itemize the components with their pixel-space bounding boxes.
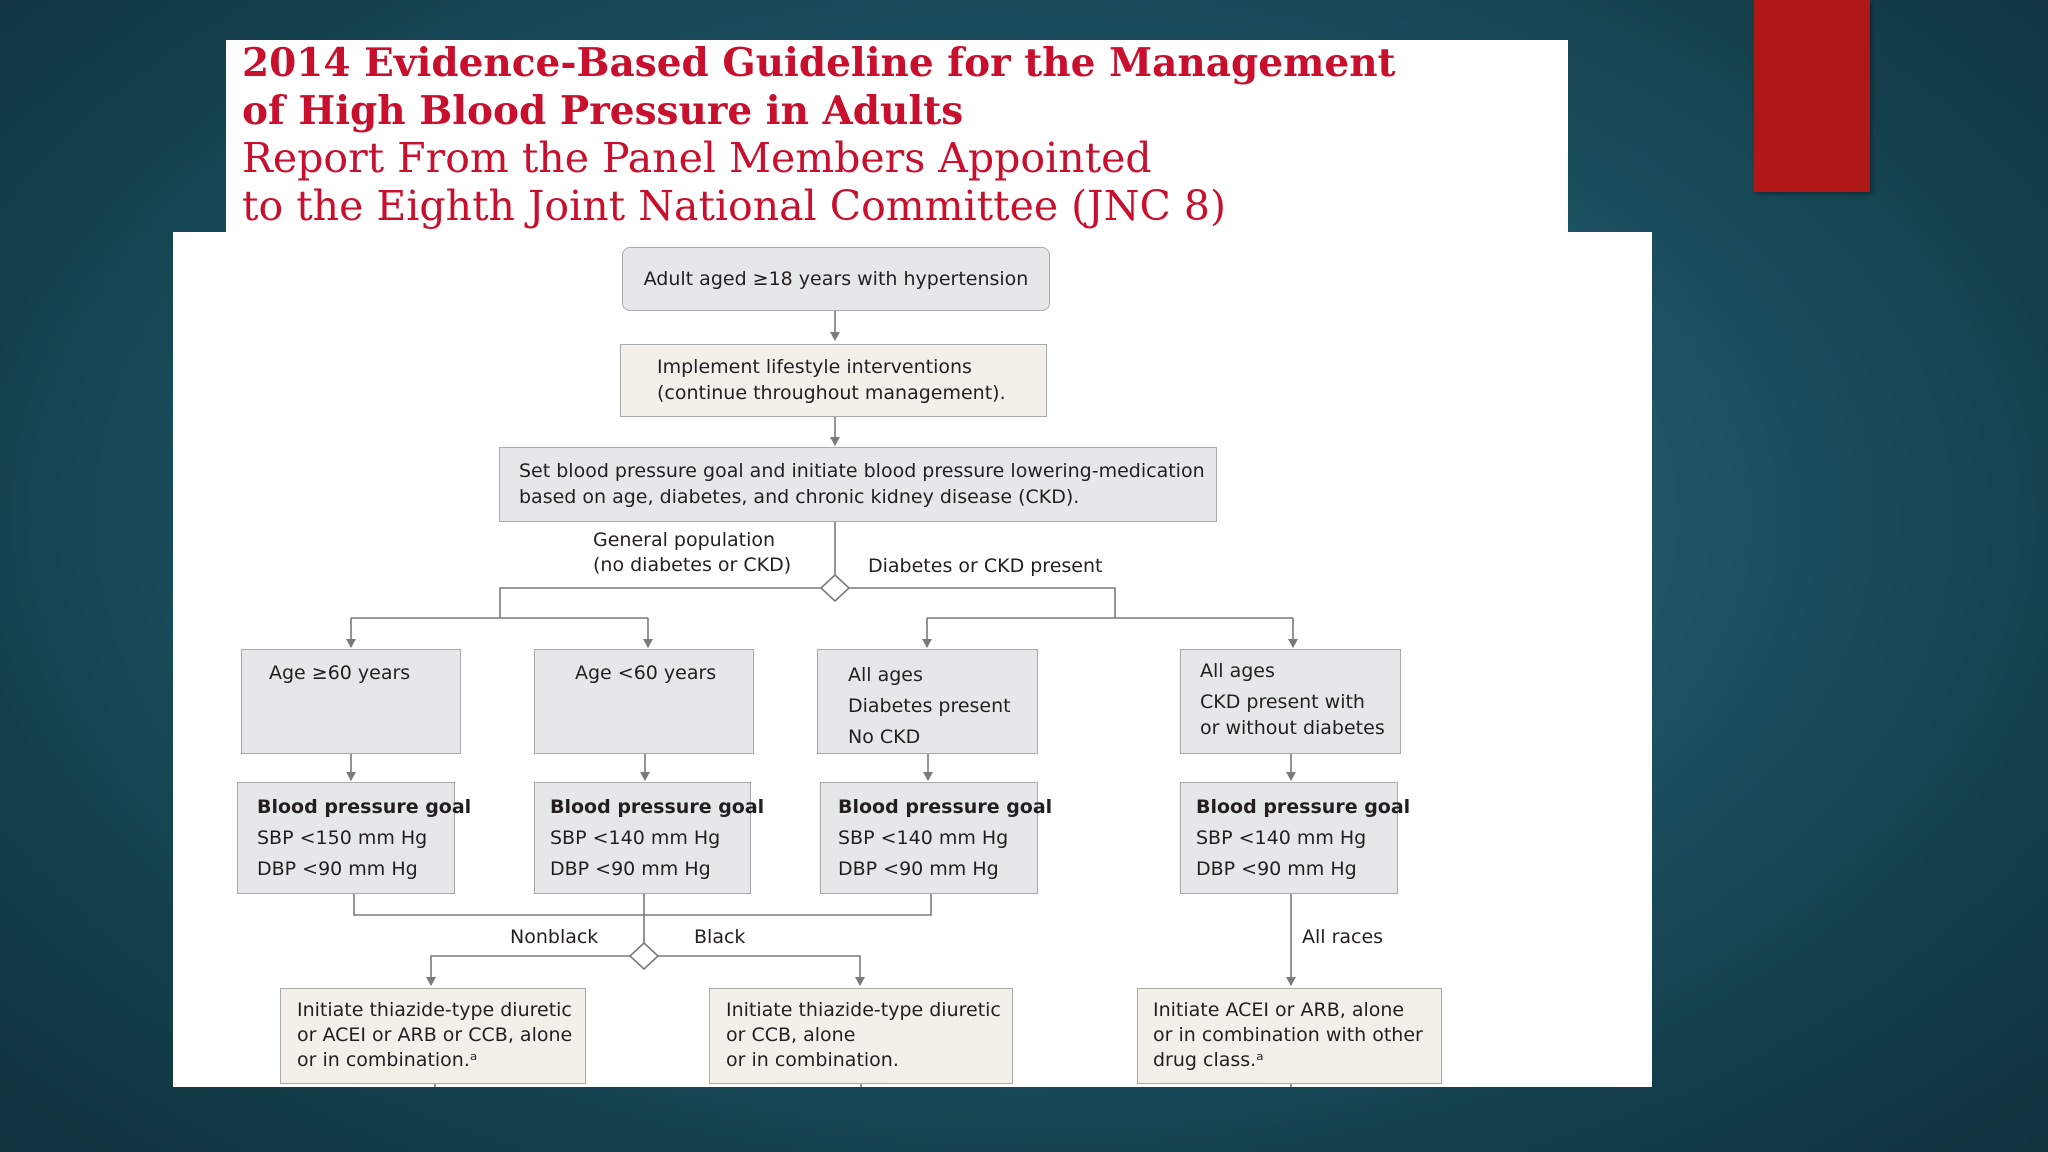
ckd-present-line-3: or without diabetes <box>1200 717 1385 739</box>
treat-nonblack-line-2: or ACEI or ARB or CCB, alone <box>297 1024 573 1046</box>
line-diabetes-branch <box>846 588 1115 618</box>
treat-ckd-line-2: or in combination with other <box>1153 1024 1423 1046</box>
line-goals-merge <box>354 894 931 915</box>
bp-goal-d-dbp: DBP <90 mm Hg <box>1196 858 1357 880</box>
bp-goal-box-d <box>1180 782 1411 894</box>
arrow-to-treat-nonblack <box>431 956 633 985</box>
age-under-60-box <box>534 649 754 754</box>
subtitle-line-2: to the Eighth Joint National Committee (JNC 8) <box>242 182 1226 230</box>
branch-diabetes-ckd-label: Diabetes or CKD present <box>868 555 1103 577</box>
treat-black-line-1: Initiate thiazide-type diuretic <box>726 999 1001 1021</box>
title-line-2: of High Blood Pressure in Adults <box>242 88 964 134</box>
age-under-60-text: Age <60 years <box>575 662 717 684</box>
treat-nonblack-box <box>280 988 586 1084</box>
bp-goal-box-c <box>820 782 1053 894</box>
treat-black-box <box>709 988 1013 1084</box>
bp-goal-c-dbp: DBP <90 mm Hg <box>838 858 999 880</box>
ckd-present-line-1: All ages <box>1200 660 1275 682</box>
bp-goal-a-sbp: SBP <150 mm Hg <box>257 827 428 849</box>
decision-diamond-population <box>821 575 849 601</box>
diabetes-no-ckd-box <box>817 649 1038 754</box>
goal-setting-line-2: based on age, diabetes, and chronic kidney disease (CKD). <box>519 486 1080 508</box>
treat-black-line-3: or in combination. <box>726 1049 899 1071</box>
bp-goal-label-b: Blood pressure goal <box>550 796 765 818</box>
title-line-1: 2014 Evidence-Based Guideline for the Management <box>242 40 1396 86</box>
treat-black-line-2: or CCB, alone <box>726 1024 856 1046</box>
treat-nonblack-line-3: or in combination.ᵃ <box>297 1049 478 1071</box>
treat-ckd-line-3: drug class.ᵃ <box>1153 1049 1264 1071</box>
line-general-branch <box>500 588 824 618</box>
accent-bar <box>1754 0 1870 192</box>
goal-setting-line-1: Set blood pressure goal and initiate blood pressure lowering-medication <box>519 460 1205 482</box>
diabetes-no-ckd-line-2: Diabetes present <box>848 695 1011 717</box>
race-nonblack-label: Nonblack <box>510 926 599 948</box>
bp-goal-a-dbp: DBP <90 mm Hg <box>257 858 418 880</box>
start-box <box>622 247 1050 311</box>
diabetes-no-ckd-line-1: All ages <box>848 664 923 686</box>
diabetes-no-ckd-line-3: No CKD <box>848 726 921 748</box>
flowchart-panel <box>173 232 1652 1087</box>
lifestyle-line-2: (continue throughout management). <box>657 382 1006 404</box>
bp-goal-label-a: Blood pressure goal <box>257 796 472 818</box>
lifestyle-line-1: Implement lifestyle interventions <box>657 356 972 378</box>
treat-nonblack-line-1: Initiate thiazide-type diuretic <box>297 999 572 1021</box>
bp-goal-b-dbp: DBP <90 mm Hg <box>550 858 711 880</box>
start-text: Adult aged ≥18 years with hypertension <box>643 268 1029 290</box>
bp-goal-box-a <box>237 782 472 894</box>
goal-setting-box <box>499 447 1217 522</box>
branch-general-label <box>593 528 791 578</box>
bp-goal-label-d: Blood pressure goal <box>1196 796 1411 818</box>
bp-goal-c-sbp: SBP <140 mm Hg <box>838 827 1009 849</box>
treat-ckd-box <box>1137 988 1442 1084</box>
bp-goal-d-sbp: SBP <140 mm Hg <box>1196 827 1367 849</box>
treat-ckd-line-1: Initiate ACEI or ARB, alone <box>1153 999 1405 1021</box>
arrow-to-treat-black <box>655 956 860 985</box>
bp-goal-box-b <box>534 782 765 894</box>
lifestyle-box <box>620 344 1047 417</box>
bp-goal-label-c: Blood pressure goal <box>838 796 1053 818</box>
age-60-plus-text: Age ≥60 years <box>269 662 411 684</box>
ckd-present-box <box>1180 649 1401 754</box>
race-all-label: All races <box>1302 926 1384 948</box>
ckd-present-line-2: CKD present with <box>1200 691 1365 713</box>
subtitle-line-1: Report From the Panel Members Appointed <box>242 134 1152 182</box>
bp-goal-b-sbp: SBP <140 mm Hg <box>550 827 721 849</box>
age-60-plus-box <box>241 649 461 754</box>
title-box <box>226 40 1568 232</box>
decision-diamond-race <box>630 943 658 969</box>
branch-general-line-1: General population <box>593 529 776 551</box>
branch-general-line-2: (no diabetes or CKD) <box>593 554 792 576</box>
race-black-label: Black <box>694 926 746 948</box>
